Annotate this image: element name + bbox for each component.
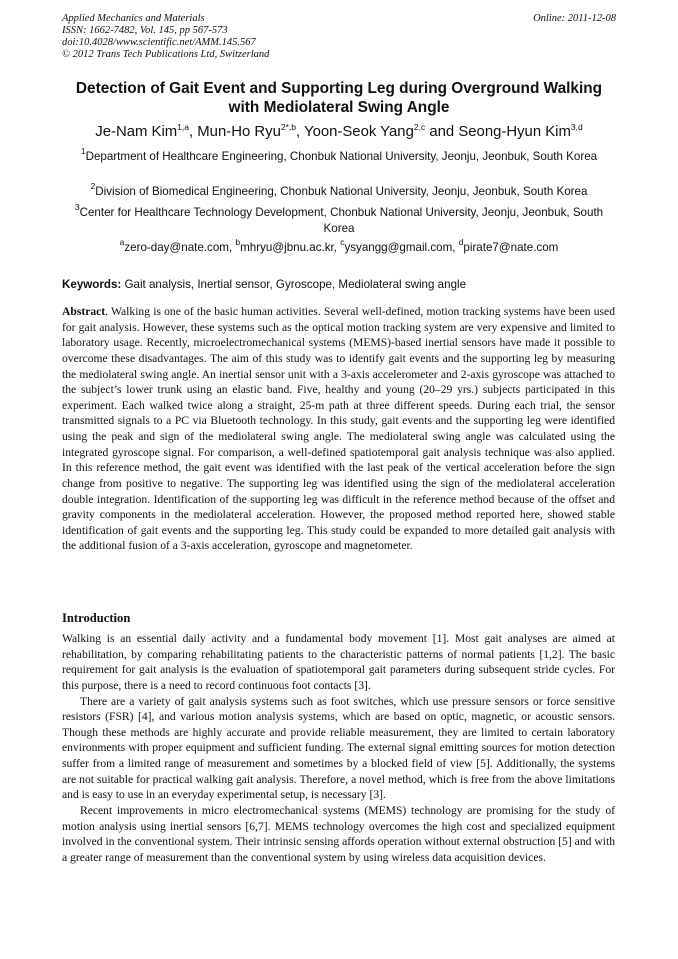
journal-header (62, 13, 422, 61)
abstract-label: Abstract (62, 305, 106, 318)
affiliation-text: Center for Healthcare Technology Development, Chonbuk National University, Jeonju, Jeonbuk, South Korea (79, 206, 604, 235)
paragraph: Walking is an essential daily activity and a fundamental body movement [1]. Most gait analyses are aimed at rehabilitation, by comparing rehabilitating patients to the characteristic patterns of normal patients [1,2]. The basic requirement for gait analysis is the evaluation of spatiotemporal gait parameters during subsequent stride cycles. For this purpose, there is a need to record continuous foot contacts [3]. (62, 632, 615, 692)
doi-line: doi:10.4028/www.scientific.net/AMM.145.567 (62, 37, 256, 48)
affiliation-sup: 1 (80, 146, 86, 156)
email-link[interactable]: pirate7@nate.com (463, 241, 559, 254)
email-link[interactable]: ysyangg@gmail.com (344, 241, 453, 254)
author-separator: , (295, 124, 304, 140)
affiliation-sup: 3 (74, 202, 80, 212)
keywords-text: Gait analysis, Inertial sensor, Gyroscope, Mediolateral swing angle (121, 278, 467, 291)
email-link[interactable]: zero-day@nate.com (124, 241, 229, 254)
email-sup: b (235, 237, 241, 247)
affiliation-2 (66, 181, 612, 200)
author-separator: and (425, 124, 459, 140)
keywords (62, 277, 616, 292)
paragraph: There are a variety of gait analysis systems such as foot switches, which use pressure sensors or force sensitive resistors (FSR) [4], and various motion analysis systems, which are based on optic, magnetic, or acoustic sensors. Though these methods are highly accurate and provide reliable measurement, they are limited to certain laboratory environments with proper equipment and sufficient funding. The external signal emitting sources for motion detection suffer from a limited range of measurement and sometimes by a blocked field of view [5]. Additionally, the systems are not suitable for practical walking gait analysis. Therefore, a novel method, which is free from the above limitations and is easy to use in an everyday experimental setup, is necessary [3]. (62, 694, 615, 802)
online-date: Online: 2011-12-08 (533, 13, 616, 24)
email-sup: d (458, 237, 464, 247)
abstract-text: . Walking is one of the basic human activities. Several well-defined, motion tracking systems have been used for gait analysis. However, these systems such as the optical motion tracking system are very expensive and limited to laboratory usage. Recently, microelectromechanical systems (MEMS)-based inertial sensors have made it possible to overcome these disadvantages. The aim of this study was to identify gait events and the supporting leg by measuring the mediolateral swing angle. An inertial sensor unit with a 3-axis accelerometer and 2-axis gyroscope was attached to the subject’s lower trunk using an elastic band. Five, healthy and young (20–29 yrs.) subjects participated in this experiment. Each walked twice along a straight, 25-m path at three different speeds. During each trial, the sensor transmitted signals to a PC via Bluetooth technology. In this study, gait events and the supporting leg were identified using the peak and sign of the mediolateral swing angle. The mediolateral swing angle was calculated using the integrated gyroscope signal. For comparison, a well-defined spatiotemporal gait analysis technique was also applied. In this reference method, the gait event was identified with the last peak of the vertical acceleration before the sign change from positive to negative. The supporting leg was identified using the sign of the mediolateral acceleration double integration. Identification of the supporting leg was difficult in the reference method because of the offset and gravity components in the mediolateral acceleration. However, the proposed method reported here, showed stable identification of gait events and the supporting leg. This study could be expanded to more detailed gait analysis with the additional fusion of a 3-axis acceleration, gyroscope and magnetometer. (62, 305, 615, 553)
section-heading-introduction: Introduction (62, 611, 131, 625)
author-list (62, 123, 616, 141)
author-sup: 2,c (413, 122, 426, 132)
author-sup: 3,d (570, 122, 583, 132)
keywords-label: Keywords: (62, 278, 122, 291)
author-name: Mun-Ho Ryu (197, 124, 281, 140)
affiliation-text: Division of Biomedical Engineering, Chonbuk National University, Jeonju, Jeonbuk, South Korea (95, 185, 588, 198)
email-sup: c (340, 237, 345, 247)
introduction-body (62, 631, 615, 865)
author-name: Yoon-Seok Yang (304, 124, 414, 140)
affiliation-1 (66, 146, 612, 165)
email-list: $^a$zero-day@nate.com, $^b$mhryu@jbnu.ac.kr, $^c$ysyangg@gmail.com, $^d$pirate7@nate.com (119, 237, 559, 254)
copyright-line: © 2012 Trans Tech Publications Ltd, Switzerland (62, 49, 270, 60)
author-sup: 1,a (177, 122, 189, 132)
author-name: Je-Nam Kim (95, 124, 178, 140)
affiliation-text: Department of Healthcare Engineering, Chonbuk National University, Jeonju, Jeonbuk, South Korea (85, 150, 598, 163)
abstract (62, 304, 615, 554)
author-separator: , (189, 124, 198, 140)
journal-name: Applied Mechanics and Materials (62, 13, 205, 24)
affiliation-3 (66, 202, 612, 236)
paper-title: Detection of Gait Event and Supporting Leg during Overground Walking with Mediolateral Swing Angle (75, 80, 603, 116)
author-name: Seong-Hyun Kim (458, 124, 571, 140)
email-sup: a (119, 237, 125, 247)
paragraph: Recent improvements in micro electromechanical systems (MEMS) technology are promising for the study of motion analysis using inertial sensors [6,7]. MEMS technology overcomes the high cost and specialized equipment involved in the conventional system. Their intrinsic sensing affords operation without external obstruction [5] and with a greater range of measurement than the conventional system by using wireless data acquisition devices. (62, 803, 615, 864)
author-sup: 2*,b (280, 122, 296, 132)
affiliation-sup: 2 (90, 181, 96, 191)
email-link[interactable]: mhryu@jbnu.ac.kr (240, 241, 334, 254)
issn-line: ISSN: 1662-7482, Vol. 145, pp 567-573 (62, 25, 228, 36)
